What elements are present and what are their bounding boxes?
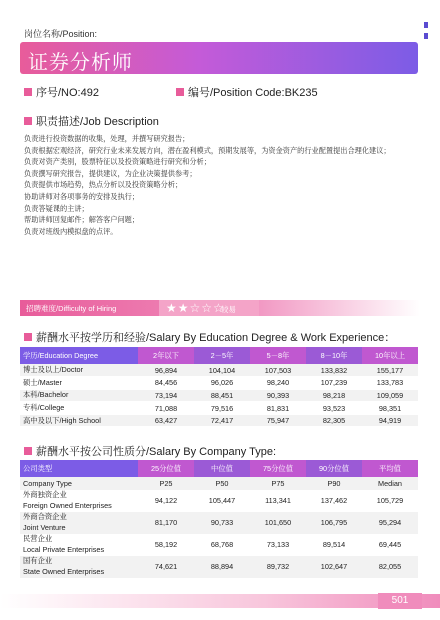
company-name-cn: 国有企业: [23, 556, 53, 566]
column-header: 25分位值: [138, 460, 194, 477]
row-label: 专科/College: [20, 402, 138, 415]
position-label: 岗位名称/Position:: [24, 29, 98, 39]
table-cell: 98,218: [306, 389, 362, 402]
company-name-cn: 外商合资企业: [23, 512, 67, 522]
row-label: 本科/Bachelor: [20, 389, 138, 402]
table-cell: 63,427: [138, 414, 194, 427]
table-cell: 81,831: [250, 402, 306, 415]
job-description-list: [24, 133, 424, 237]
table-cell: 96,894: [138, 364, 194, 377]
table-row: [20, 377, 418, 390]
table-cell: 106,795: [306, 512, 362, 534]
table-row: [20, 389, 418, 402]
footer-bar: [0, 594, 440, 608]
row-label: [20, 512, 138, 534]
table-row: [20, 556, 418, 578]
table-cell: 107,503: [250, 364, 306, 377]
table-cell: 82,055: [362, 556, 418, 578]
table-cell: 89,732: [250, 556, 306, 578]
company-name-cn: 民营企业: [23, 534, 53, 544]
table-cell: 107,239: [306, 377, 362, 390]
table-cell: 74,621: [138, 556, 194, 578]
table-cell: 102,647: [306, 556, 362, 578]
number-text: 序号/NO:492: [36, 87, 99, 99]
table-cell: 71,088: [138, 402, 194, 415]
table-cell: 88,451: [194, 389, 250, 402]
list-item: 负责对班级内模拟盘的点评。: [24, 226, 118, 236]
table-cell: P90: [306, 477, 362, 490]
column-header: 2－5年: [194, 347, 250, 364]
table-cell: 88,894: [194, 556, 250, 578]
table-cell: 82,305: [306, 414, 362, 427]
education-salary-heading: [24, 329, 395, 345]
table-row: [20, 402, 418, 415]
column-header: 75分位值: [250, 460, 306, 477]
company-name-cn: 外商独资企业: [23, 490, 67, 500]
title-banner: [20, 42, 418, 74]
table-cell: 98,351: [362, 402, 418, 415]
table-row: [20, 490, 418, 512]
column-header: 中位值: [194, 460, 250, 477]
page-title: 证券分析师: [28, 52, 133, 74]
table-cell: 113,341: [250, 490, 306, 512]
company-salary-title: 薪酬水平按公司性质分/Salary By Company Type:: [36, 446, 277, 458]
difficulty-label: 招聘难度/Difficulty of Hiring: [26, 304, 117, 313]
table-cell: P25: [138, 477, 194, 490]
table-cell: 105,729: [362, 490, 418, 512]
table-row: [20, 477, 418, 490]
table-cell: 94,122: [138, 490, 194, 512]
table-cell: 95,294: [362, 512, 418, 534]
list-item: 负责对资产类别，股票特征以及投资策略进行研究和分析；: [24, 157, 211, 167]
table-cell: 98,240: [250, 377, 306, 390]
table-cell: 137,462: [306, 490, 362, 512]
row-label: 高中及以下/High School: [20, 414, 138, 427]
square-bullet-icon: [24, 447, 32, 455]
table-cell: 94,919: [362, 414, 418, 427]
table-cell: 155,177: [362, 364, 418, 377]
column-header: 90分位值: [306, 460, 362, 477]
company-salary-table: [20, 460, 418, 578]
column-header: 10年以上: [362, 347, 418, 364]
table-cell: 89,514: [306, 534, 362, 556]
corner-mark: [424, 22, 428, 28]
job-description-heading: [24, 113, 159, 129]
row-label: Company Type: [20, 477, 138, 490]
position-code-row: [176, 84, 318, 100]
table-cell: 73,194: [138, 389, 194, 402]
column-header: 平均值: [362, 460, 418, 477]
square-bullet-icon: [24, 88, 32, 96]
company-name-en: Foreign Owned Enterprises: [23, 500, 112, 510]
list-item: 负责撰写研究报告，提供建议，为企业决策提供参考；: [24, 168, 197, 178]
difficulty-rating: [159, 300, 259, 316]
company-name-en: Local Private Enterprises: [23, 544, 105, 554]
page-number: 501: [378, 593, 422, 609]
company-name-en: State Owned Enterprises: [23, 566, 105, 576]
square-bullet-icon: [176, 88, 184, 96]
column-header: 5－8年: [250, 347, 306, 364]
table-cell: 72,417: [194, 414, 250, 427]
table-cell: 69,445: [362, 534, 418, 556]
difficulty-bar: [20, 300, 420, 316]
table-cell: Median: [362, 477, 418, 490]
row-label: 硕士/Master: [20, 377, 138, 390]
square-bullet-icon: [24, 117, 32, 125]
column-header: 8－10年: [306, 347, 362, 364]
column-header: 学历/Education Degree: [20, 347, 138, 364]
company-salary-heading: [24, 443, 276, 459]
table-cell: 81,170: [138, 512, 194, 534]
table-row: [20, 534, 418, 556]
star-rating-icon: ★★☆☆☆: [166, 301, 225, 315]
table-cell: 133,832: [306, 364, 362, 377]
row-label: [20, 490, 138, 512]
table-cell: 93,523: [306, 402, 362, 415]
list-item: 帮助讲师回复邮件；解答客户问题；: [24, 215, 140, 225]
table-row: [20, 414, 418, 427]
education-salary-title: 薪酬水平按学历和经验/Salary By Education Degree & Work Experience：: [36, 332, 396, 344]
list-item: 负责答疑课的主讲；: [24, 203, 89, 213]
list-item: 协助讲师对各项事务的安排及执行；: [24, 191, 140, 201]
row-label: [20, 534, 138, 556]
table-cell: 105,447: [194, 490, 250, 512]
table-cell: 73,133: [250, 534, 306, 556]
number-row: [24, 84, 99, 100]
square-bullet-icon: [24, 333, 32, 341]
list-item: 负责根据宏观经济，研究行业未来发展方向，潜在盈利模式，预期发展等，为资金资产的行业配置提出合理化建议；: [24, 145, 391, 155]
column-header: 2年以下: [138, 347, 194, 364]
table-cell: 75,947: [250, 414, 306, 427]
table-row: [20, 364, 418, 377]
table-cell: 84,456: [138, 377, 194, 390]
row-label: 博士及以上/Doctor: [20, 364, 138, 377]
education-salary-table: [20, 347, 418, 427]
difficulty-text: 较易: [221, 305, 236, 314]
table-cell: 104,104: [194, 364, 250, 377]
table-cell: 109,059: [362, 389, 418, 402]
list-item: 负责进行投资数据的收集，处理，并撰写研究报告；: [24, 134, 190, 143]
table-row: [20, 512, 418, 534]
table-cell: 90,393: [250, 389, 306, 402]
column-header: 公司类型: [20, 460, 138, 477]
table-cell: 90,733: [194, 512, 250, 534]
table-cell: P75: [250, 477, 306, 490]
table-cell: 133,783: [362, 377, 418, 390]
table-cell: 101,650: [250, 512, 306, 534]
row-label: [20, 556, 138, 578]
table-cell: P50: [194, 477, 250, 490]
table-header-row: [20, 347, 418, 364]
position-code-text: 编号/Position Code:BK235: [188, 87, 318, 99]
table-cell: 79,516: [194, 402, 250, 415]
table-cell: 96,026: [194, 377, 250, 390]
job-description-title: 职责描述/Job Description: [36, 116, 159, 128]
corner-mark: [424, 33, 428, 39]
company-name-en: Joint Venture: [23, 522, 66, 532]
table-cell: 58,192: [138, 534, 194, 556]
table-cell: 68,768: [194, 534, 250, 556]
table-header-row: [20, 460, 418, 477]
list-item: 负责提供市场趋势，热点分析以及投资策略分析；: [24, 180, 183, 190]
